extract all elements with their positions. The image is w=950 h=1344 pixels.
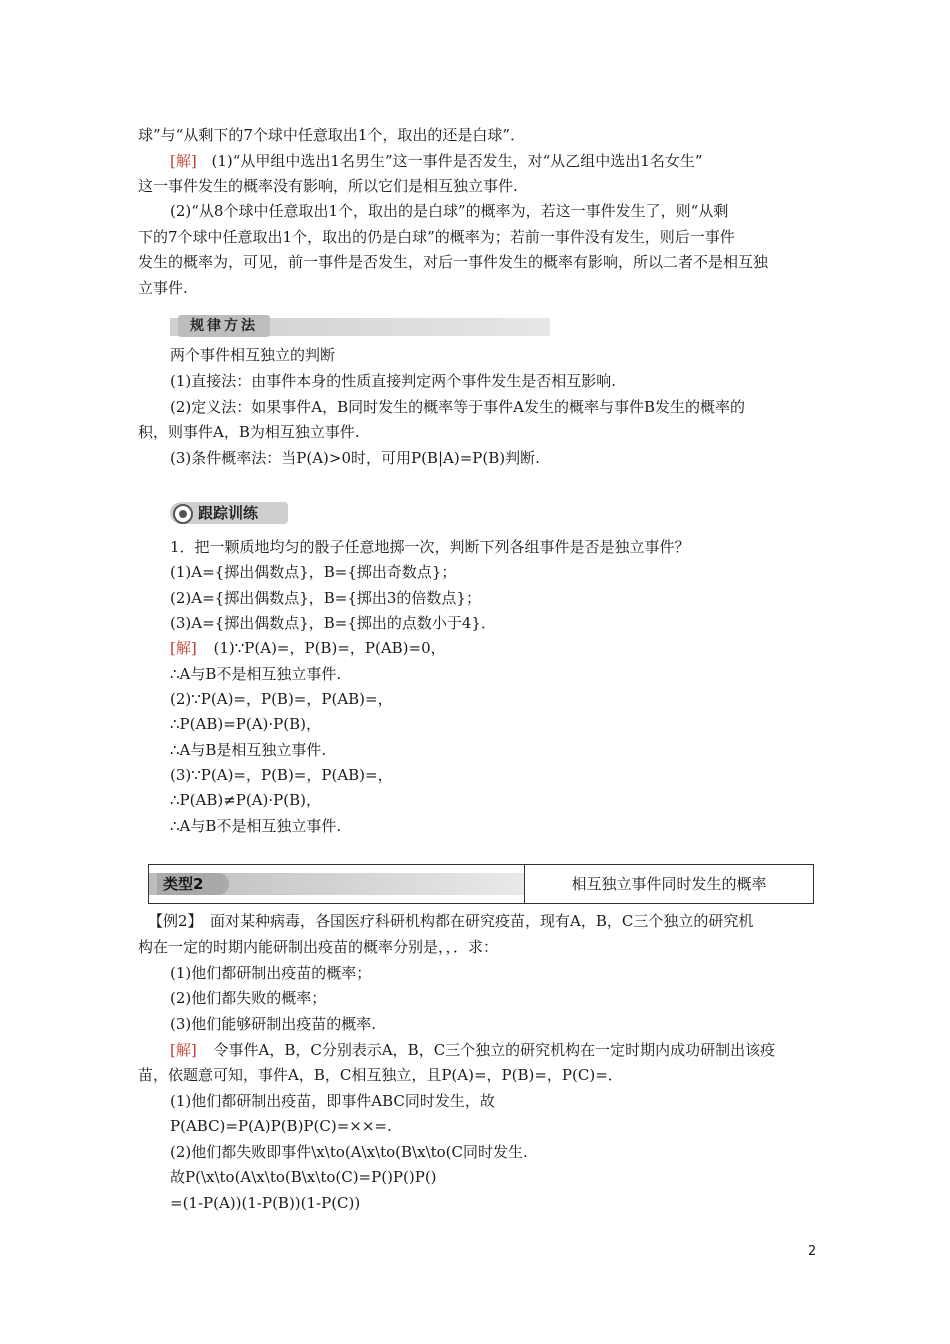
solution-line: =(1-P(A))(1-P(B))(1-P(C)): [170, 1194, 361, 1212]
training-tag: 跟踪训练: [198, 504, 259, 522]
training-header-bar: [170, 502, 288, 524]
type-title: 相互独立事件同时发生的概率: [571, 875, 767, 893]
solution-line: 故P(\x\to(A\x\to(B\x\to(C)=P()P()P(): [170, 1168, 437, 1186]
solution-line: ∴P(AB)≠P(A)·P(B)，: [170, 791, 321, 809]
type-label-bar: [149, 873, 524, 895]
solution-line: [170, 637, 446, 659]
solution-line: [170, 1039, 775, 1061]
method-item: 积，则事件A，B为相互独立事件.: [138, 423, 360, 441]
example-item: (3)他们能够研制出疫苗的概率.: [170, 1015, 377, 1033]
solution-line: ∴P(AB)=P(A)·P(B)，: [170, 715, 321, 733]
solution-line: 苗，依题意可知，事件A，B，C相互独立，且P(A)=，P(B)=，P(C)=．: [138, 1066, 623, 1084]
solution-text: 令事件A，B，C分别表示A，B，C三个独立的研究机构在一定时期内成功研制出该疫: [213, 1041, 776, 1059]
solution-line: (2)他们都失败即事件\x\to(A\x\to(B\x\to(C同时发生.: [170, 1143, 528, 1161]
page-number: 2: [808, 1244, 817, 1259]
question-text: 1．把一颗质地均匀的骰子任意地掷一次，判断下列各组事件是否是独立事件？: [170, 538, 690, 556]
example-item: (2)他们都失败的概率；: [170, 989, 327, 1007]
type-section-header: [148, 864, 814, 904]
solution-line: ∴A与B是相互独立事件.: [170, 741, 327, 759]
method-title: 两个事件相互独立的判断: [170, 346, 336, 364]
example-text: 【例2】 面对某种病毒，各国医疗科研机构都在研究疫苗，现有A，B，C三个独立的研究机: [148, 912, 754, 930]
solution-text: (1)“从甲组中选出1名男生”这一事件是否发生，对“从乙组中选出1名女生”: [211, 152, 703, 170]
example-item: (1)他们都研制出疫苗的概率；: [170, 964, 372, 982]
solution-line: 发生的概率为，可见，前一事件是否发生，对后一事件发生的概率有影响，所以二者不是相互独: [138, 253, 769, 271]
intro-line: 球”与“从剩下的7个球中任意取出1个，取出的还是白球”．: [138, 126, 526, 144]
method-header-bar: [170, 318, 550, 336]
solution-line: ∴A与B不是相互独立事件.: [170, 817, 342, 835]
question-item: (2)A={掷出偶数点}，B={掷出3的倍数点}；: [170, 589, 481, 607]
solution-line: P(ABC)=P(A)P(B)P(C)=××=.: [170, 1117, 392, 1135]
solution-tag: [解]: [170, 639, 197, 657]
solution-line: (1)他们都研制出疫苗，即事件ABC同时发生，故: [170, 1092, 495, 1110]
method-item: (3)条件概率法：当P(A)>0时，可用P(B|A)=P(B)判断.: [170, 449, 540, 467]
solution-text: (1)∵P(A)=，P(B)=，P(AB)=0，: [213, 639, 446, 657]
solution-line: 这一事件发生的概率没有影响，所以它们是相互独立事件.: [138, 177, 518, 195]
example-text: 构在一定的时期内能研制出疫苗的概率分别是，，．求：: [138, 938, 499, 956]
method-item: (2)定义法：如果事件A，B同时发生的概率等于事件A发生的概率与事件B发生的概率的: [170, 398, 745, 416]
target-icon: [173, 504, 193, 524]
solution-line: 下的7个球中任意取出1个，取出的仍是白球”的概率为；若前一事件没有发生，则后一事件: [138, 228, 735, 246]
method-item: (1)直接法：由事件本身的性质直接判定两个事件发生是否相互影响.: [170, 372, 617, 390]
solution-tag: [解]: [170, 1041, 197, 1059]
solution-tag: [解]: [170, 152, 197, 170]
solution-line: [170, 150, 703, 172]
solution-line: (2)“从8个球中任意取出1个，取出的是白球”的概率为，若这一事件发生了，则“从剩: [170, 202, 729, 220]
method-tag: 规律方法: [178, 315, 270, 337]
solution-line: ∴A与B不是相互独立事件.: [170, 665, 342, 683]
type-label: 类型2: [157, 873, 229, 895]
solution-line: 立事件.: [138, 279, 188, 297]
solution-line: (3)∵P(A)=，P(B)=，P(AB)=，: [170, 766, 393, 784]
question-item: (1)A={掷出偶数点}，B={掷出奇数点}；: [170, 563, 457, 581]
question-item: (3)A={掷出偶数点}，B={掷出的点数小于4}．: [170, 614, 496, 632]
solution-line: (2)∵P(A)=，P(B)=，P(AB)=，: [170, 690, 393, 708]
